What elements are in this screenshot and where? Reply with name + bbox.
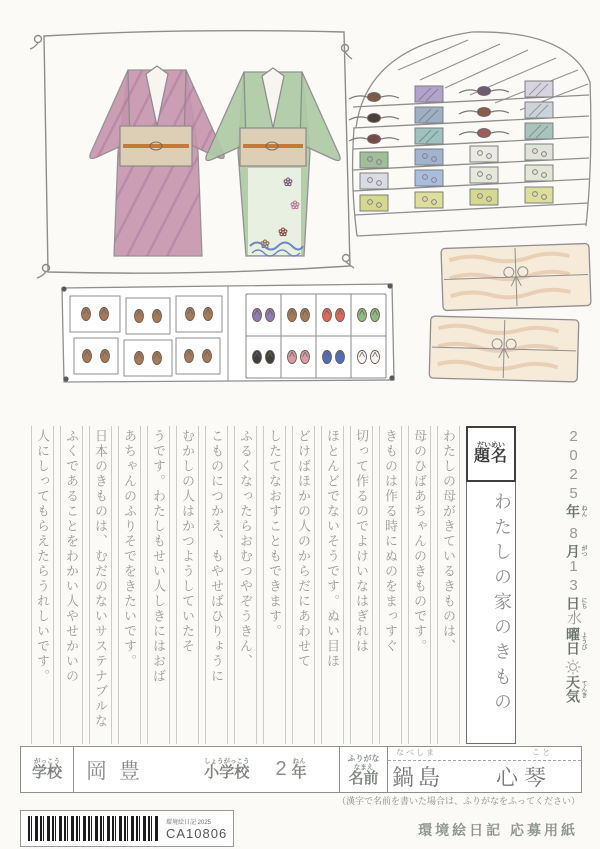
kimono-right-drawing — [206, 68, 340, 256]
school-type-label: 小学校しょうがっこう — [204, 757, 250, 781]
text-column-6: どけばほかの人のからだにあわせて — [292, 426, 315, 744]
name-given-value: 心琴 — [496, 765, 553, 790]
grade-label: 年ねん — [291, 757, 307, 781]
text-column-11: うです。わたしもせい人しきにはおば — [147, 426, 170, 744]
name-furigana-family: なべしま — [396, 748, 436, 757]
title-column — [466, 426, 516, 744]
sun-icon — [563, 659, 583, 675]
crayon-drawing — [0, 0, 600, 412]
applicant-form — [20, 746, 582, 793]
text-column-13: 日本のきものは、むだのないサステナブルな — [89, 426, 112, 744]
barcode-label: 環境絵日記 2025 — [166, 819, 212, 826]
furigana-note: （漢字で名前を書いた場合は、ふりがなをふってください） — [336, 796, 580, 806]
diary-title: わたしの家のきもの — [492, 492, 512, 717]
barcode-box — [20, 810, 234, 847]
day-label: 日 にち — [565, 596, 586, 610]
name-family-value: 鍋島 — [392, 765, 445, 790]
day-value: 13 — [565, 558, 582, 596]
barcode — [28, 816, 160, 841]
barcode-code: CA10806 — [166, 825, 228, 841]
name-label-cell — [340, 747, 388, 792]
text-column-14: ふくであることをわかい人やせかいの — [60, 426, 83, 744]
name-row — [388, 761, 581, 792]
text-column-10: むかしの人はかつようしていたそ — [176, 426, 199, 744]
barcode-text — [166, 817, 227, 841]
name-furigana-row — [388, 747, 581, 761]
month-value: 8 — [565, 525, 582, 544]
furigana-label: ふりがな — [347, 754, 380, 763]
school-name-cell — [74, 747, 340, 792]
text-column-5: ほとんどでないそうです。ぬい目ほ — [321, 426, 344, 744]
diary-writing-area — [28, 426, 586, 744]
name-value-cell — [388, 747, 581, 792]
text-column-9: こものにつかえ、もやせばひりょうに — [205, 426, 228, 744]
date-column — [532, 426, 586, 744]
grade-value: 2 — [275, 758, 287, 780]
title-label-box: 題名だいめい — [466, 426, 516, 482]
weekday-label: 曜日 ようび — [565, 627, 586, 655]
weather-label: 天気 てんき — [565, 675, 586, 703]
wrapped-kimono-packages — [429, 243, 591, 381]
text-column-4: 切って作るのでよけいなはぎれは — [350, 426, 373, 744]
sheet-title: 環境絵日記 応募用紙 — [418, 822, 578, 838]
school-label-cell: 学校がっこう — [21, 747, 74, 792]
name-furigana-given: こと — [532, 748, 552, 757]
name-label: 名前なまえ — [348, 764, 379, 787]
text-column-3: きものは作る時にぬのをまっすぐ — [379, 426, 402, 744]
weekday-value: 水 — [565, 610, 582, 627]
school-name-value: 岡豊 — [86, 759, 152, 783]
text-column-15: 人にしってもらえたらうれしいです。 — [31, 426, 54, 744]
shelf-fabric-items — [349, 81, 553, 211]
title-value-box — [466, 482, 516, 744]
text-column-7: したてなおすこともできます。 — [263, 426, 286, 744]
text-column-8: ふるくなったらおむつやぞうきん、 — [234, 426, 257, 744]
kimono-left-drawing — [20, 55, 270, 270]
year-label: 年 ねん — [565, 504, 586, 518]
text-column-2: 母のひばあちゃんのきものです。 — [408, 426, 431, 744]
text-column-12: あちゃんのふりそでをきたいです。 — [118, 426, 141, 744]
month-label: 月 がつ — [565, 544, 586, 558]
text-column-1: わたしの母がきているきものは、 — [437, 426, 460, 744]
year-value: 2025 — [565, 428, 582, 504]
